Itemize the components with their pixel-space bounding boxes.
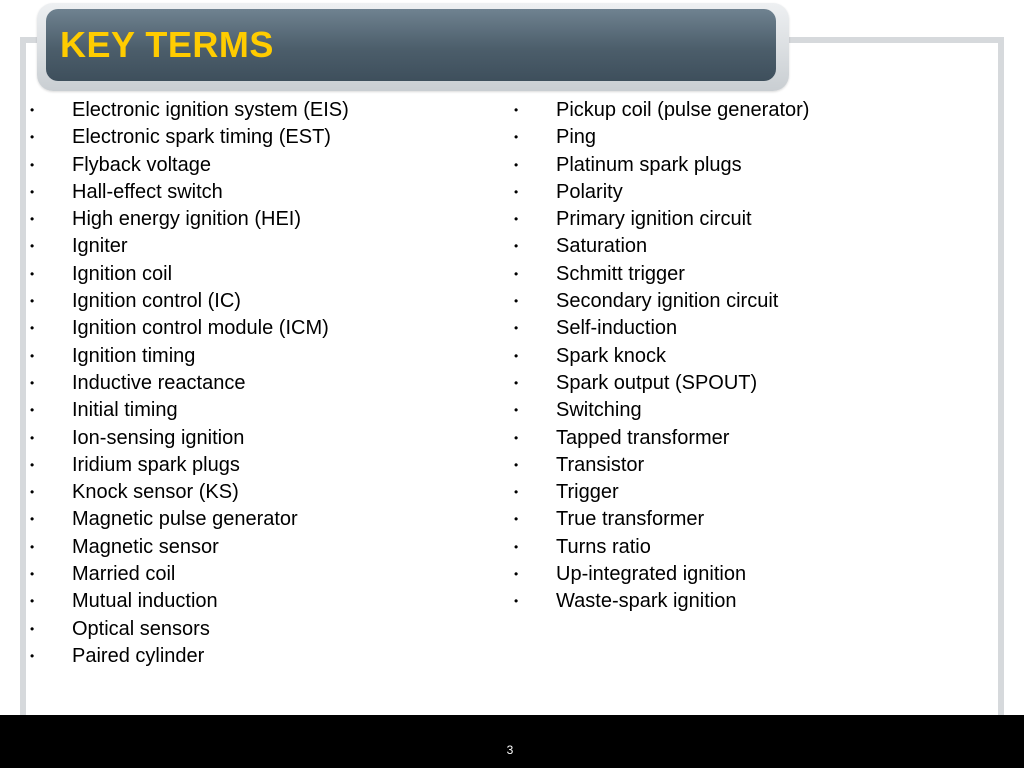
term-text: Transistor (556, 453, 645, 476)
bullet-icon: • (30, 403, 35, 418)
bullet-icon: • (30, 539, 35, 554)
term-list-item (28, 616, 488, 643)
bullet-icon: • (514, 184, 519, 199)
bullet-icon: • (514, 539, 519, 554)
bullet-icon: • (30, 294, 35, 309)
bullet-icon: • (30, 375, 35, 390)
term-list-item (28, 261, 488, 288)
term-list-item (28, 152, 488, 179)
bullet-icon: • (30, 512, 35, 527)
bullet-icon: • (30, 239, 35, 254)
term-list-item (512, 179, 972, 206)
term-text: Flyback voltage (72, 153, 211, 176)
term-text: Magnetic sensor (72, 535, 219, 558)
term-text: Pickup coil (pulse generator) (556, 99, 810, 121)
term-text: Turns ratio (556, 535, 651, 558)
term-list-item (512, 206, 972, 233)
bullet-icon: • (30, 648, 35, 663)
term-list-item (28, 370, 488, 397)
bullet-icon: • (30, 157, 35, 172)
term-text: Magnetic pulse generator (72, 508, 298, 531)
term-text: Electronic ignition system (EIS) (72, 99, 349, 121)
bullet-icon: • (514, 594, 519, 609)
term-text: Ping (556, 126, 597, 149)
term-list-item (512, 534, 972, 561)
term-list-item (28, 397, 488, 424)
term-text: Ignition coil (72, 262, 173, 285)
term-list-item (28, 561, 488, 588)
term-list-item (28, 315, 488, 342)
bullet-icon: • (514, 485, 519, 500)
bullet-icon: • (30, 594, 35, 609)
key-terms-right-column (512, 97, 972, 616)
term-text: Schmitt trigger (556, 262, 685, 285)
bullet-icon: • (30, 266, 35, 281)
term-list-item (28, 479, 488, 506)
term-list-item (28, 452, 488, 479)
term-text: Ignition control module (ICM) (72, 317, 329, 340)
term-list-item (28, 206, 488, 233)
bullet-icon: • (514, 103, 519, 117)
term-text: Electronic spark timing (EST) (72, 126, 331, 149)
bullet-icon: • (30, 103, 35, 117)
bullet-icon: • (30, 621, 35, 636)
term-text: Switching (556, 399, 642, 422)
footer-bar (0, 715, 1024, 768)
term-text: Initial timing (72, 399, 178, 422)
term-text: Optical sensors (72, 617, 210, 640)
bullet-icon: • (30, 130, 35, 145)
bullet-icon: • (30, 485, 35, 500)
slide-title: KEY TERMS (60, 24, 274, 65)
term-text: Tapped transformer (556, 426, 730, 449)
bullet-icon: • (30, 321, 35, 336)
term-text: Inductive reactance (72, 371, 246, 394)
term-text: Saturation (556, 235, 648, 258)
bullet-icon: • (514, 430, 519, 445)
term-list-item (28, 506, 488, 533)
term-text: Igniter (72, 235, 128, 258)
term-text: Spark output (SPOUT) (556, 371, 758, 394)
term-list-item (512, 479, 972, 506)
key-terms-left-column (28, 97, 488, 670)
bullet-icon: • (514, 348, 519, 363)
term-list-item (512, 343, 972, 370)
bullet-icon: • (514, 157, 519, 172)
term-list-item (512, 261, 972, 288)
term-list-item (512, 452, 972, 479)
term-text: Ion-sensing ignition (72, 426, 245, 449)
bullet-icon: • (30, 184, 35, 199)
bullet-icon: • (30, 567, 35, 582)
term-text: Mutual induction (72, 590, 218, 613)
term-list-item (28, 179, 488, 206)
term-list-item (512, 124, 972, 151)
term-text: Hall-effect switch (72, 180, 223, 203)
term-list-item (28, 288, 488, 315)
term-list-item (512, 288, 972, 315)
term-text: Polarity (556, 180, 623, 203)
term-list-item (28, 233, 488, 260)
term-list-item (512, 152, 972, 179)
bullet-icon: • (30, 430, 35, 445)
bullet-icon: • (514, 266, 519, 281)
term-text: High energy ignition (HEI) (72, 208, 301, 231)
page-number-text: 3 (506, 743, 514, 757)
bullet-icon: • (514, 403, 519, 418)
bullet-icon: • (514, 212, 519, 227)
term-text: Trigger (556, 481, 619, 504)
term-list-item (512, 233, 972, 260)
term-list-item (512, 425, 972, 452)
term-text: Iridium spark plugs (72, 453, 240, 476)
term-text: Primary ignition circuit (556, 208, 752, 231)
term-text: Up-integrated ignition (556, 563, 747, 586)
term-list-item (28, 425, 488, 452)
bullet-icon: • (514, 567, 519, 582)
bullet-icon: • (514, 294, 519, 309)
term-list-item (28, 124, 488, 151)
term-list-item (28, 534, 488, 561)
term-list-item (28, 343, 488, 370)
term-list-item (28, 588, 488, 615)
term-list-item (512, 561, 972, 588)
bullet-icon: • (514, 130, 519, 145)
term-list-item (512, 397, 972, 424)
term-text: Knock sensor (KS) (72, 481, 239, 504)
term-list-item (28, 97, 488, 124)
term-text: True transformer (556, 508, 705, 531)
term-list-item (512, 506, 972, 533)
bullet-icon: • (514, 512, 519, 527)
term-list-item (512, 370, 972, 397)
frame-right-border (998, 40, 1004, 715)
bullet-icon: • (30, 348, 35, 363)
term-text: Married coil (72, 563, 176, 586)
term-text: Paired cylinder (72, 644, 205, 667)
term-list-item (512, 588, 972, 615)
page-number (0, 743, 1024, 757)
term-list-item (512, 97, 972, 124)
term-text: Ignition timing (72, 344, 196, 367)
term-text: Spark knock (556, 344, 667, 367)
bullet-icon: • (514, 321, 519, 336)
term-list-item (28, 643, 488, 670)
bullet-icon: • (30, 212, 35, 227)
term-text: Ignition control (IC) (72, 290, 241, 313)
term-list-item (512, 315, 972, 342)
term-text: Self-induction (556, 317, 678, 340)
term-text: Waste-spark ignition (556, 590, 737, 613)
term-text: Platinum spark plugs (556, 153, 742, 176)
frame-left-border (20, 40, 26, 715)
term-text: Secondary ignition circuit (556, 290, 779, 313)
bullet-icon: • (514, 239, 519, 254)
bullet-icon: • (514, 375, 519, 390)
bullet-icon: • (30, 457, 35, 472)
bullet-icon: • (514, 457, 519, 472)
